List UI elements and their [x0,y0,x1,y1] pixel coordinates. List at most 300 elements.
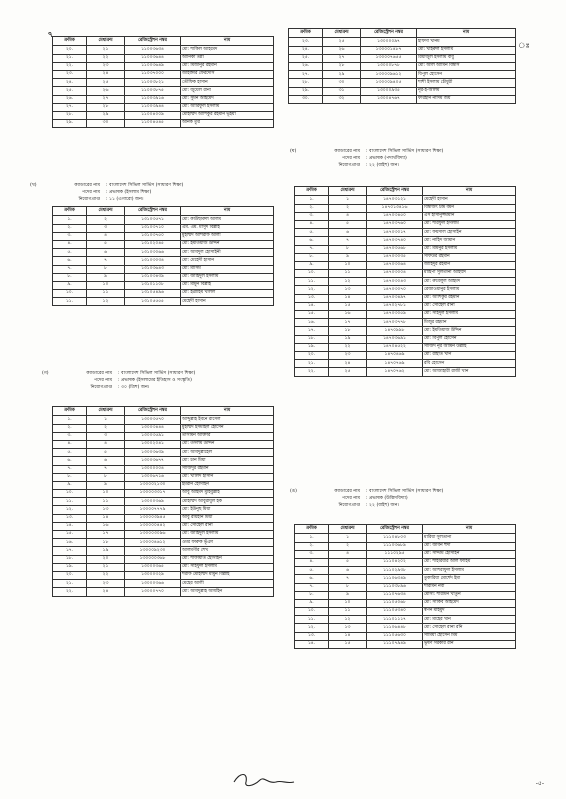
serial-cell: ২২. [53,62,87,70]
name-cell: বিশ্বজিৎ চন্দ্র বর্মন [423,204,516,212]
name-cell: মো: আরিফুল ইসলাম [181,103,274,111]
registration-cell: ১৪৭০৩১২১ [367,196,423,204]
serial-cell: ১২. [53,506,87,514]
column-header: রেজিস্ট্রেশন নম্বর [367,187,423,196]
section-value: : বাংলাদেশ সিভিল সার্ভিস (সাধারণ শিক্ষা) [366,489,444,494]
section-label: ক্যাডারের নাম [334,149,360,154]
table-row [295,270,516,278]
section-value: : ২২ (বাইশ) জন। [366,163,399,168]
merit-cell: ৬ [87,249,125,257]
merit-cell: ১৩ [87,506,125,514]
merit-cell: ১ [87,416,125,424]
serial-cell: ৪. [53,240,87,248]
merit-cell: ৫ [87,240,125,248]
column-header: নাম [423,187,516,196]
serial-cell: ৬. [53,457,87,465]
name-cell: মো: মেহেদী হাসান [181,257,274,265]
table-row [295,335,516,343]
registration-cell: ১৪৭০৯৯৮ [367,327,423,335]
table-row [289,46,516,54]
table-row [53,224,274,232]
merit-cell: ২০ [87,555,125,563]
merit-cell: ২৫ [323,38,361,46]
table-row [53,70,274,78]
merit-cell: ১৩ [329,624,367,632]
name-cell: মেহের আলী [181,580,274,588]
serial-cell: ২১. [53,54,87,62]
registration-cell: ১৩০০৩৬৩৯ [125,449,181,457]
merit-cell: ১৫ [329,640,367,648]
table-row [295,632,516,640]
serial-cell: ১৯. [53,563,87,571]
section-ga-info [42,370,195,391]
registration-cell: ১১০০৩৯১৬ [125,95,181,103]
section-label: ক্যাডারের নাম [86,371,112,376]
name-cell: তৌফিক হাসান [181,79,274,87]
column-header: মেধাক্রম [87,207,125,216]
merit-cell: ২৬ [323,46,361,54]
section-line [290,495,443,502]
name-cell: মো: সাকিব আহমেদ [423,599,516,607]
name-cell: মো: ইমতিয়াজ উদ্দিন [181,240,274,248]
name-cell: স্বপন মাহমুদ [423,608,516,616]
registration-cell: ১৩০০৩৪৪৪ [125,424,181,432]
table-row [53,432,274,440]
table-row [53,490,274,498]
section-marker [290,155,300,162]
table-header-row [53,207,274,216]
registration-cell: ১৩০০২০৪১ [125,440,181,448]
serial-cell: ৩. [53,232,87,240]
column-header: ক্রমিক [53,207,87,216]
merit-cell: ১০ [87,490,125,498]
table-row [53,514,274,522]
merit-cell: ৮ [87,265,125,273]
section-label: পদের নাম [342,156,360,161]
registration-cell: ১৪৭০৩৭৭৮ [367,319,423,327]
table-row [53,481,274,489]
serial-cell: ১৬. [53,539,87,547]
table-row [53,54,274,62]
serial-cell: ১২. [295,624,329,632]
table-row [53,547,274,555]
results-table-b [288,28,516,104]
table-row [53,120,274,128]
name-cell: এস হাসানুজ্জামান [423,212,516,220]
table-row [289,54,516,62]
registration-cell: ১১০০৩৬৪৪ [125,54,181,62]
column-header: রেজিস্ট্রেশন নম্বর [125,407,181,416]
merit-cell: ২৭ [323,54,361,62]
column-header: নাম [417,29,516,38]
section-uo-info [290,488,443,509]
table-row [295,542,516,550]
serial-cell: ২. [53,424,87,432]
registration-cell: ১১১০৫০৬৮ [367,599,423,607]
name-cell: মো: সাদ্দাম হোসাইন [423,550,516,558]
serial-cell: ৪. [53,440,87,448]
merit-cell: ২৮ [323,62,361,70]
section-marker: (গ) [42,371,49,376]
name-cell: সাজিদুর রহমান [181,465,274,473]
merit-cell: ২১ [87,46,125,54]
table-row [53,103,274,111]
registration-cell: ১৪৭০৭৬৯ [367,360,423,368]
merit-cell: ১৮ [87,539,125,547]
serial-cell: ৩. [295,212,329,220]
name-cell: মো: আল আমিন বিশ্বাস [417,62,516,70]
serial-cell: ১৩. [295,632,329,640]
name-cell: ভূষণ সরকার রনি [423,640,516,648]
registration-cell: ১৪৭০৩০৩৫ [367,253,423,261]
merit-cell: ৪ [329,550,367,558]
name-cell: মিজুর রহমান [423,319,516,327]
table-row [53,62,274,70]
registration-cell: ১৪৭০৩০১৭ [367,229,423,237]
registration-cell: ১১১০২৯৫ [367,550,423,558]
column-header: ক্রমিক [53,37,87,46]
serial-cell: ২৬. [289,62,323,70]
table-row [295,294,516,302]
section-label: নিয়োগপ্রাপ্ত [338,163,360,168]
serial-cell: ১৮. [53,555,87,563]
name-cell: অনিক তুর [181,120,274,128]
section-marker [42,384,52,391]
serial-cell: ২৪. [53,79,87,87]
name-cell: মো: জীবন হুদা [423,542,516,550]
registration-cell: ১৩০০০৩৯৪৫ [125,514,181,522]
section-value: : প্রভাষক (পদার্থবিদ্যা) [366,156,407,161]
merit-cell: ১১ [87,498,125,506]
merit-cell: ১১ [87,290,125,298]
merit-cell: ২৩ [329,351,367,359]
table-row [295,583,516,591]
serial-cell: ১. [295,534,329,542]
merit-cell: ৭ [87,257,125,265]
merit-cell: ১০ [329,599,367,607]
registration-cell: ১৩১০৩০৩৪ [125,257,181,265]
table-row [53,440,274,448]
serial-cell: ২৮. [53,111,87,119]
results-table-uo [294,524,516,649]
section-value: : প্রভাষক (ইসলামের ইতিহাস ও সংস্কৃতি) [118,378,192,383]
name-cell: শাশী ইসলাম চৌধুরী [417,79,516,87]
name-cell: মোসা: শারমিন খাতুন [423,591,516,599]
section-value: : ২২ (বাইশ) জন। [366,503,399,508]
name-cell: সাজিদ নূর আমিন উল্লাহ [423,343,516,351]
registration-cell: ১৩১০৩৫৭১ [125,216,181,224]
section-marker: (ঙ) [290,489,297,494]
name-cell: এম. এম. মাসুদ বিল্লাহ [181,224,274,232]
name-cell: ফারহান নাদিম জয় [417,95,516,103]
table-row [295,261,516,269]
section-marker: (ঘ) [290,149,297,154]
registration-cell: ১৪৭০৭৬২ [367,368,423,376]
table-row [53,539,274,547]
registration-cell: ১৪৭০৩০৭০ [367,286,423,294]
merit-cell: ১৪ [87,514,125,522]
serial-cell: ১০. [295,270,329,278]
section-line [42,377,195,384]
name-cell: রেজাওয়ানুর ইসলাম [423,286,516,294]
table-row [53,563,274,571]
registration-cell: ১৩১০১১০৮ [125,281,181,289]
table-row [295,351,516,359]
serial-cell: ২০. [53,46,87,54]
table-row [53,265,274,273]
section-value: : বাংলাদেশ সিভিল সার্ভিস (সাধারণ শিক্ষা) [106,183,184,188]
merit-cell: ৩ [87,432,125,440]
merit-cell: ২৩ [87,580,125,588]
merit-cell: ২২ [329,343,367,351]
serial-cell: ৫. [53,249,87,257]
merit-cell: ৯ [329,591,367,599]
signature-image [230,770,300,788]
column-header: রেজিস্ট্রেশন নম্বর [361,29,417,38]
section-line [30,189,183,196]
table-row [295,599,516,607]
name-cell: মো: মাহের খান [423,616,516,624]
serial-cell: ৬. [53,257,87,265]
registration-cell: ১৩০০০৮৭৮ [361,62,417,70]
name-cell: মো: সোহেল রানা রনি [423,624,516,632]
serial-cell: ২. [295,204,329,212]
table-row [53,240,274,248]
registration-cell: ১৪৭০৩৭৬০ [367,220,423,228]
merit-cell: ৪ [87,440,125,448]
merit-cell: ২ [329,204,367,212]
merit-cell: ৬ [87,457,125,465]
name-cell: মো: রাহাত খান [423,351,516,359]
registration-cell: ১৪৭০৩৪৯৭ [367,294,423,302]
registration-cell: ১৩০০০৯২৩০ [125,547,181,555]
name-cell: মো: আজাহারী রাজী খান [423,368,516,376]
registration-cell: ১১১০৫৬৩০ [367,632,423,640]
section-gha-info [290,148,443,169]
registration-cell: ১৩০০০৭৭০ [125,588,181,596]
name-cell: মো: আবদুল্লাহেল [181,449,274,457]
table-row [295,624,516,632]
registration-cell: ১৩০০০০০৪ [125,465,181,473]
registration-cell: ১৩১০৩৪৩৯ [125,273,181,281]
table-row [53,111,274,119]
registration-cell: ১৪৭০৩৪৫০ [367,212,423,220]
table-row [53,249,274,257]
table-row [53,257,274,265]
serial-cell: ১৩. [53,514,87,522]
name-cell: মো: খাইরুল ইসলাম [417,46,516,54]
registration-cell: ১১১০৬৩৪৯ [367,575,423,583]
table-row [295,343,516,351]
table-row [53,424,274,432]
serial-cell: ১৩. [295,294,329,302]
column-header: নাম [181,407,274,416]
merit-cell: ৫ [87,449,125,457]
merit-cell: ২ [87,216,125,224]
table-row [295,591,516,599]
registration-cell: ১৩০০০৩০৯৬ [125,531,181,539]
serial-cell: ৭. [53,265,87,273]
registration-cell: ১১০০৩৬৩৪ [125,46,181,54]
registration-cell: ১৩১০৩৭১০ [125,224,181,232]
merit-cell: ২৫ [329,368,367,376]
column-header: মেধাক্রম [87,37,125,46]
table-row [53,457,274,465]
serial-cell: ৯. [53,481,87,489]
registration-cell: ১৩০০৪৭৬৭ [361,95,417,103]
merit-cell: ১১ [329,270,367,278]
name-cell: মো: মাসিম [181,265,274,273]
name-cell: মো: মামুন বিল্লাহ [181,281,274,289]
merit-cell: ২৮ [87,103,125,111]
registration-cell: ১৪৭০৩০৫৯ [367,311,423,319]
column-header: মেধাক্রম [87,407,125,416]
serial-cell: ২৩. [53,70,87,78]
section-marker [30,196,40,203]
registration-cell: ১৩১০৩৬৪৩ [125,265,181,273]
registration-cell: ১৪৭০৩০৬৪ [367,261,423,269]
section-value: : প্রভাষক (ইসলাম শিক্ষা) [106,190,152,195]
name-cell: মো: খালিদ হাসান [181,473,274,481]
merit-cell: ১০ [329,261,367,269]
merit-cell: ২৪ [87,588,125,596]
registration-cell: ১৩১০৫৫৫৫ [125,298,181,306]
serial-cell: ২৮. [289,79,323,87]
merit-cell: ৬ [329,567,367,575]
registration-cell: ১১১০৫৩৪০ [367,608,423,616]
merit-cell: ৭ [329,237,367,245]
serial-cell: ৮. [295,253,329,261]
registration-cell: ১৩০০৩৫৭০ [125,416,181,424]
table-row [295,220,516,228]
table-header-row [295,187,516,196]
column-header: মেধাক্রম [329,525,367,534]
name-cell: মো: কাউছারুল আলম [181,216,274,224]
table-row [295,575,516,583]
table-row [53,465,274,473]
section-line [290,148,443,155]
table-row [53,79,274,87]
table-row [53,46,274,54]
name-cell: মো: শাহরিয়ার আল ফাহিম [423,558,516,566]
table-row [295,608,516,616]
column-header: রেজিস্ট্রেশন নম্বর [125,207,181,216]
merit-cell: ৭ [329,575,367,583]
registration-cell: ১৩১০৩৭৫০ [125,232,181,240]
table-row [295,558,516,566]
serial-cell: ১৪. [295,640,329,648]
name-cell: মো: বিপুল হোসেন [423,335,516,343]
name-cell: মো: শাকিল আহমেদ [181,46,274,54]
registration-cell: ১৩০০০০৪৪২ [125,522,181,530]
registration-cell: ১১০০৪৫৪৫ [125,120,181,128]
serial-cell: ৯. [53,281,87,289]
table-row [289,38,516,46]
serial-cell: ১৪. [295,302,329,310]
table-row [295,196,516,204]
name-cell: মো: রুবেলুল আহমদ [423,278,516,286]
name-cell: মেহেদী হাসান [423,196,516,204]
section-marker: (খ) [30,183,37,188]
merit-cell: ৫ [329,220,367,228]
table-row [289,95,516,103]
merit-cell: ২২ [87,571,125,579]
section-value: : বাংলাদেশ সিভিল সার্ভিস (সাধারণ শিক্ষা) [118,371,196,376]
merit-cell: ১ [329,196,367,204]
name-cell: আবু আহমদ মুহিবুল্লাহ [181,490,274,498]
section-value: : ৩০ (ত্রিশ) জন। [118,385,150,390]
name-cell: মো: মমিনুর ইসলাম [423,245,516,253]
merit-cell: ১৫ [329,302,367,310]
registration-cell: ১৩০০০৩৬৯ [125,498,181,506]
table-header-row [53,407,274,416]
name-cell: মো: ইউনুছ মিয়া [181,506,274,514]
serial-cell: ২১. [53,580,87,588]
section-label: নিয়োগপ্রাপ্ত [90,385,112,390]
table-header-row [295,525,516,534]
table-row [295,534,516,542]
registration-cell: ১৪৭০৪৫২২ [367,343,423,351]
serial-cell: ১১. [53,498,87,506]
section-kha-info [30,182,183,203]
name-cell: মেহেদী হাসান [181,298,274,306]
registration-cell: ১৩০০৬৭১৬ [125,473,181,481]
table-row [295,327,516,335]
serial-cell: ৭. [295,583,329,591]
registration-cell: ১৩০০০০৯৭ [361,38,417,46]
table-row [295,616,516,624]
merit-cell: ৪ [329,212,367,220]
table-row [53,232,274,240]
table-row [295,212,516,220]
merit-cell: ৯ [329,253,367,261]
table-row [295,311,516,319]
table-row [53,531,274,539]
registration-cell: ১১১০৪২০২ [367,558,423,566]
merit-cell: ২ [87,424,125,432]
registration-cell: ১৪৭০৪৬৯ [367,351,423,359]
merit-cell: ১২ [329,616,367,624]
name-cell: মো: ইমতিয়াজ উদ্দিন [423,327,516,335]
serial-cell: ৪. [295,558,329,566]
section-line [290,155,443,162]
table-row [53,416,274,424]
registration-cell: ১১০০৩৬৪৯ [125,62,181,70]
registration-cell: ১৩০০০২১৩০ [125,481,181,489]
table-row [295,278,516,286]
merit-cell: ৭ [87,465,125,473]
serial-cell: ১০. [53,290,87,298]
section-label: পদের নাম [82,190,100,195]
name-cell: মো: আবদুল্লাহ আযহিন [181,588,274,596]
serial-cell: ৩. [295,550,329,558]
merit-cell: ৩০ [323,79,361,87]
merit-cell: ১৭ [329,319,367,327]
table-row [295,245,516,253]
column-header: ক্রমিক [295,525,329,534]
serial-cell: ১. [53,216,87,224]
merit-cell: ৩২ [323,95,361,103]
merit-cell: ২৯ [87,111,125,119]
name-cell: ওমর ফারুক ভূঁঞা [181,539,274,547]
section-marker [290,502,300,509]
serial-cell: ২০. [53,571,87,579]
merit-cell: ২৭ [87,95,125,103]
merit-cell: ১৭ [87,531,125,539]
name-cell: মো: আশিকুর রহমান [423,294,516,302]
merit-cell: ১৮ [329,327,367,335]
name-cell: মো: শরিফুল ইসলাম [423,220,516,228]
